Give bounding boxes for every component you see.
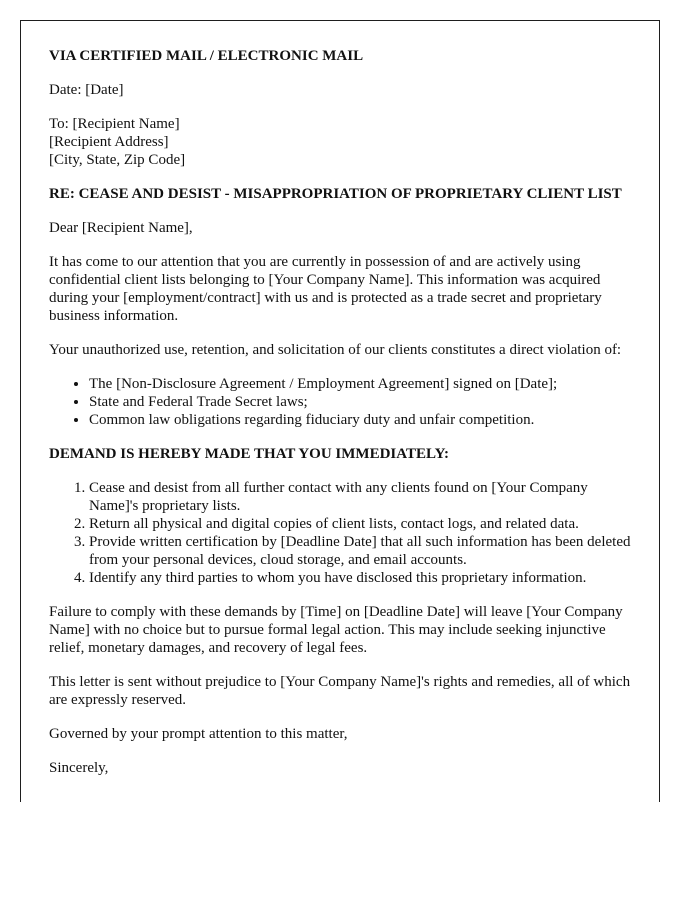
violation-intro-paragraph: Your unauthorized use, retention, and solicitation of our clients constitutes a direct violation of: (49, 342, 622, 358)
letter-body (21, 21, 659, 777)
violations-list (49, 375, 631, 429)
demand-item: 2. Return all physical and digital copies of client lists, contact logs, and related data. (89, 515, 631, 533)
recipient-name-line: To: [Recipient Name] (49, 116, 180, 132)
demand-item: 4. Identify any third parties to whom you have disclosed this proprietary information. (89, 569, 631, 587)
subject-line: RE: CEASE AND DESIST - MISAPPROPRIATION OF PROPRIETARY CLIENT LIST (49, 186, 622, 202)
delivery-method: VIA CERTIFIED MAIL / ELECTRONIC MAIL (49, 48, 364, 64)
date-line: Date: [Date] (49, 82, 124, 98)
consequences-paragraph: Failure to comply with these demands by [Time] on [Deadline Date] will leave [Your Company Name] with no choice but to pursue formal legal action. This may include seeking injunctive relief, monetary damages, and recovery of legal fees. (49, 604, 623, 656)
recipient-city-line: [City, State, Zip Code] (49, 152, 186, 168)
signoff: Sincerely, (49, 760, 109, 776)
violation-item: • Common law obligations regarding fiduciary duty and unfair competition. (89, 411, 631, 429)
demand-heading: DEMAND IS HEREBY MADE THAT YOU IMMEDIATELY: (49, 446, 450, 462)
salutation: Dear [Recipient Name], (49, 220, 193, 236)
recipient-block (49, 115, 631, 169)
violation-item: • State and Federal Trade Secret laws; (89, 393, 631, 411)
closing-line: Governed by your prompt attention to this matter, (49, 726, 348, 742)
letter-page (20, 20, 660, 802)
recipient-address-line: [Recipient Address] (49, 134, 169, 150)
demands-list (49, 479, 631, 587)
reservation-paragraph: This letter is sent without prejudice to [Your Company Name]'s rights and remedies, all of which are expressly reserved. (49, 674, 631, 708)
demand-item: 1. Cease and desist from all further contact with any clients found on [Your Company Name]'s proprietary lists. (89, 479, 631, 515)
intro-paragraph: It has come to our attention that you are currently in possession of and are actively using confidential client lists belonging to [Your Company Name]. This information was acquired during your [employment/contract] with us and is protected as a trade secret and proprietary business information. (49, 254, 602, 324)
demand-item: 3. Provide written certification by [Deadline Date] that all such information has been deleted from your personal devices, cloud storage, and email accounts. (89, 533, 631, 569)
violation-item: • The [Non-Disclosure Agreement / Employment Agreement] signed on [Date]; (89, 375, 631, 393)
